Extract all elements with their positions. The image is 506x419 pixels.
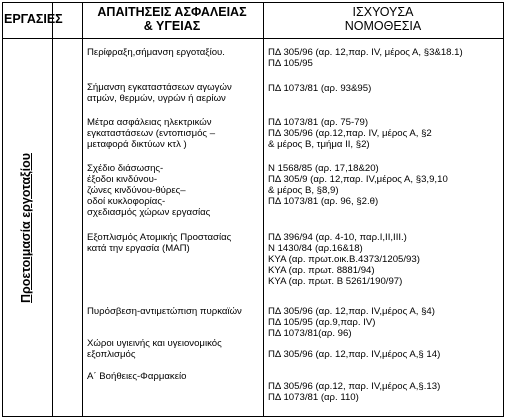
requirement-text: Σχέδιο διάσωσης- έξοδοι κινδύνου- ζώνες κινδύνου-θύρες– οδοί κυκλοφορίας- σχεδιασμός χώρων εργασίας (87, 163, 211, 218)
column-divider (263, 3, 264, 416)
legislation-text: ΠΔ 305/96 (αρ. 12,παρ. IV,μέρος Α,§ 14) (268, 349, 441, 360)
requirement-text: Χώροι υγιεινής και υγειονομικός εξοπλισμός (87, 338, 222, 360)
header-divider (3, 38, 503, 39)
requirement-text: Περίφραξη,σήμανση εργοταξίου. (87, 47, 225, 58)
requirement-text: Σήμανση εγκαταστάσεων αγωγών ατμών, θερμών, υγρών ή αερίων (87, 82, 232, 104)
legislation-text: Ν 1568/85 (αρ. 17,18&20) ΠΔ 305/9 (αρ. 12,παρ. IV,μέρος Α, §3,9,10 & μέρος Β, §8,9) ΠΔ 1073/81 (αρ. 96, §2.θ) (268, 163, 448, 207)
legislation-text: ΠΔ 305/96 (αρ. 12,παρ. IV,μέρος Α, §4) ΠΔ 105/95 (αρ.9,παρ. IV) ΠΔ 1073/81(αρ. 96) (268, 306, 435, 339)
legislation-text: ΠΔ 1073/81 (αρ. 93&95) (268, 83, 372, 94)
header-requirements: ΑΠΑΙΤΗΣΕΙΣ ΑΣΦΑΛΕΙΑΣ & ΥΓΕΙΑΣ (97, 5, 247, 33)
legislation-text: ΠΔ 396/94 (αρ. 4-10, παρ.Ι,ΙΙ,ΙΙΙ.) Ν 1430/84 (αρ.16&18) ΚΥΑ (αρ. πρωτ.οικ.Β.4373/1205/93) ΚΥΑ (αρ. πρωτ. 8881/94) ΚΥΑ (αρ. πρωτ. Β 5261/190/97) (268, 232, 420, 287)
column-divider (52, 3, 53, 416)
header-tasks: ΕΡΓΑΣΙΕΣ (4, 12, 63, 26)
requirement-text: Εξοπλισμός Ατομικής Προστασίας κατά την εργασία (ΜΑΠ) (87, 232, 232, 254)
requirement-text: Α΄ Βοήθειες-Φαρμακείο (87, 371, 187, 382)
requirement-text: Μέτρα ασφάλειας ηλεκτρικών εγκαταστάσεων (εντοπισμός – μεταφορά δικτύων κτλ ) (87, 117, 216, 150)
column-divider (82, 3, 83, 416)
legislation-text: ΠΔ 305/96 (αρ.12, παρ. IV,μέρος Α,§.13) ΠΔ 1073/81 (αρ. 110) (268, 381, 441, 403)
requirement-text: Πυρόσβεση-αντιμετώπιση πυρκαϊών (87, 306, 242, 317)
header-legislation: ΙΣΧΥΟΥΣΑ ΝΟΜΟΘΕΣΙΑ (344, 5, 422, 33)
legislation-text: ΠΔ 1073/81 (αρ. 75-79) ΠΔ 305/96 (αρ.12,παρ. IV, μέρος Α, §2 & μέρος Β, τμήμα ΙΙ, §2) (268, 117, 432, 150)
legislation-text: ΠΔ 305/96 (αρ. 12,παρ. IV, μέρος Α, §3&18.1) ΠΔ 105/95 (268, 47, 463, 69)
task-label: Προετοιμασία εργοταξίου (19, 153, 33, 303)
